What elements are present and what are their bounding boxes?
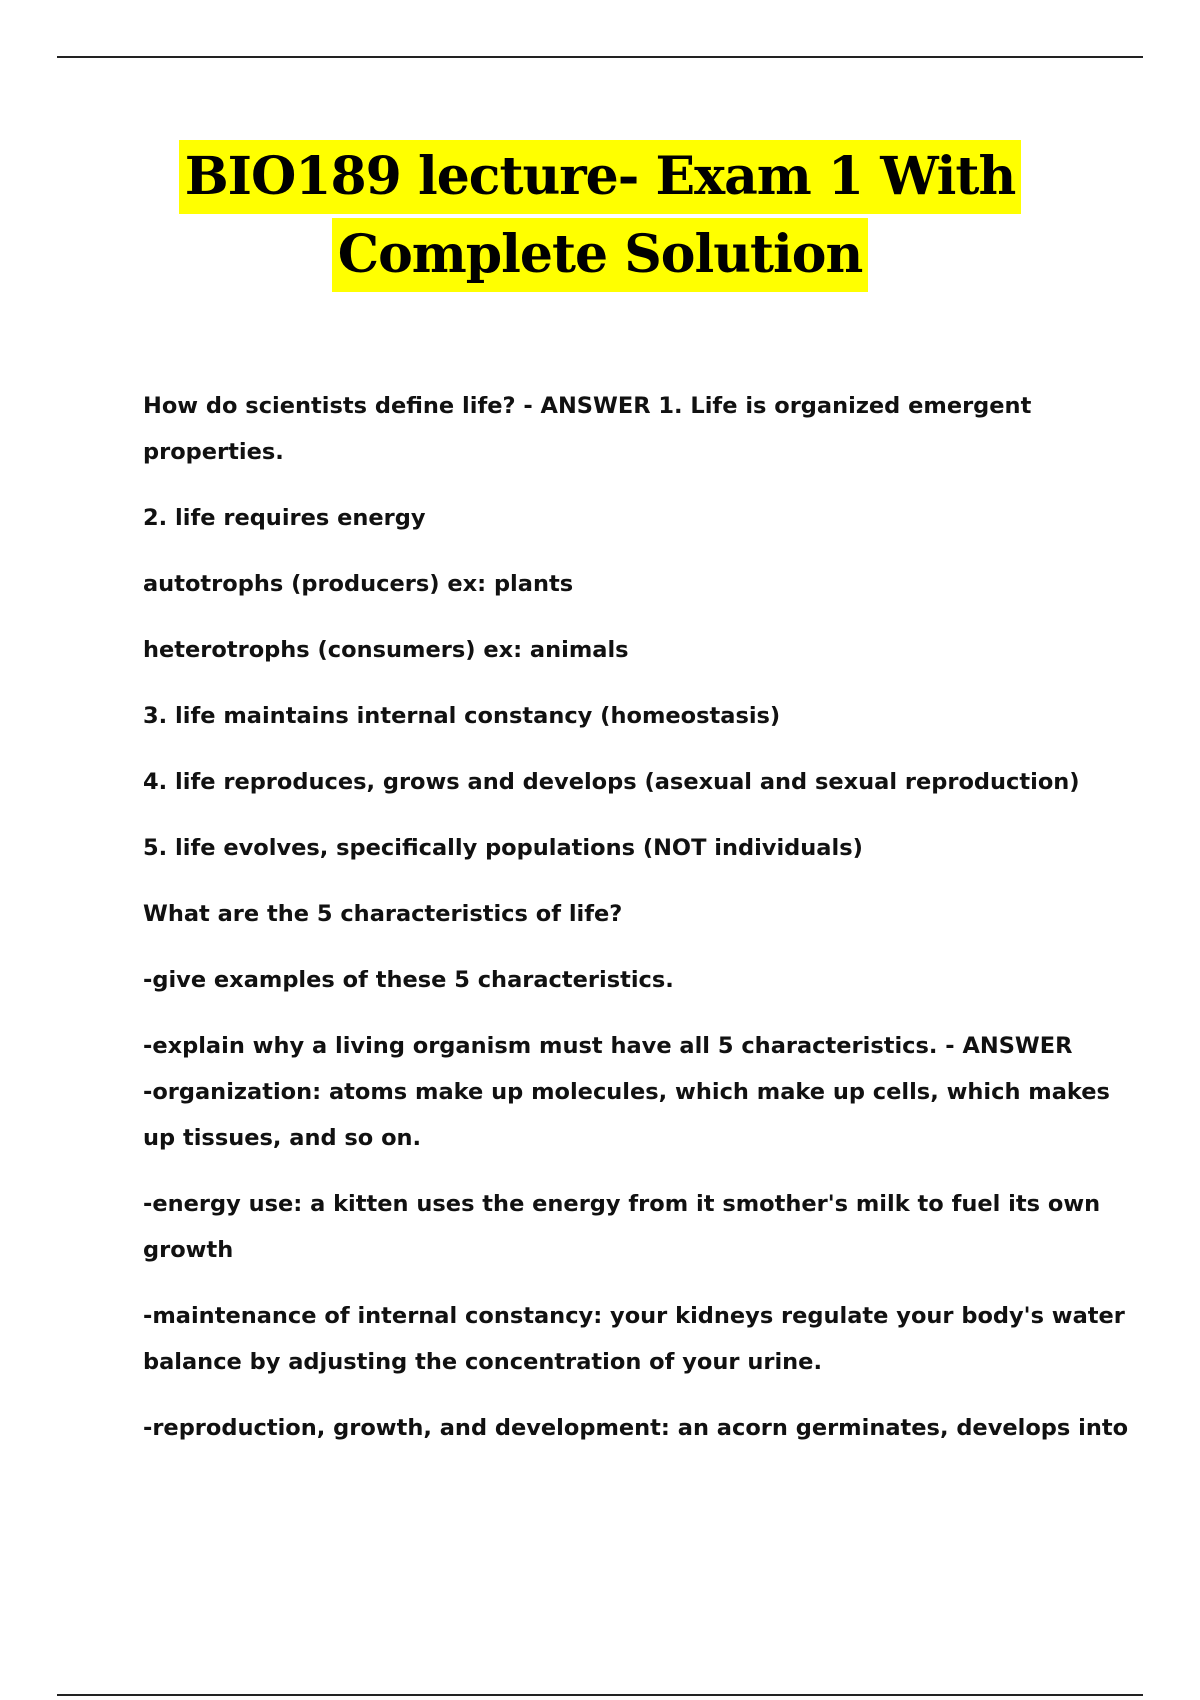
text-line: -give examples of these 5 characteristics. bbox=[143, 967, 674, 993]
text-line: How do scientists define life? - ANSWER 1. Life is organized emergent bbox=[143, 393, 1032, 419]
text-line: up tissues, and so on. bbox=[143, 1125, 422, 1151]
text-line: 2. life requires energy bbox=[143, 505, 426, 531]
paragraph-define-life bbox=[143, 383, 1103, 475]
text-line: -reproduction, growth, and development: an acorn germinates, develops into bbox=[143, 1415, 1129, 1441]
text-line: -organization: atoms make up molecules, which make up cells, which makes bbox=[143, 1079, 1110, 1105]
text-line: -explain why a living organism must have all 5 characteristics. - ANSWER bbox=[143, 1033, 1073, 1059]
bottom-rule bbox=[57, 1694, 1143, 1696]
paragraph-homeostasis bbox=[143, 693, 1103, 739]
paragraph-growth-development bbox=[143, 1405, 1129, 1451]
top-rule bbox=[57, 56, 1143, 58]
title-line-2: Complete Solution bbox=[332, 218, 869, 292]
title-line-1: BIO189 lecture- Exam 1 With bbox=[179, 140, 1022, 214]
paragraph-organization bbox=[143, 1023, 1110, 1161]
text-line: growth bbox=[143, 1237, 234, 1263]
text-line: balance by adjusting the concentration of your urine. bbox=[143, 1349, 822, 1375]
document-title bbox=[0, 140, 1200, 292]
paragraph-heterotrophs bbox=[143, 627, 1103, 673]
paragraph-energy bbox=[143, 495, 1103, 541]
text-line: 4. life reproduces, grows and develops (asexual and sexual reproduction) bbox=[143, 769, 1080, 795]
text-line: properties. bbox=[143, 439, 284, 465]
paragraph-give-examples bbox=[143, 957, 1103, 1003]
paragraph-internal-constancy bbox=[143, 1293, 1125, 1385]
text-line: 3. life maintains internal constancy (homeostasis) bbox=[143, 703, 781, 729]
text-line: 5. life evolves, specifically populations (NOT individuals) bbox=[143, 835, 863, 861]
paragraph-question-characteristics bbox=[143, 891, 1103, 937]
paragraph-autotrophs bbox=[143, 561, 1103, 607]
paragraph-evolution bbox=[143, 825, 1103, 871]
text-line: autotrophs (producers) ex: plants bbox=[143, 571, 574, 597]
paragraph-energy-use bbox=[143, 1181, 1103, 1273]
text-line: heterotrophs (consumers) ex: animals bbox=[143, 637, 629, 663]
text-line: -maintenance of internal constancy: your kidneys regulate your body's water bbox=[143, 1303, 1125, 1329]
document-body bbox=[143, 383, 1129, 1451]
paragraph-reproduction bbox=[143, 759, 1103, 805]
text-line: What are the 5 characteristics of life? bbox=[143, 901, 623, 927]
text-line: -energy use: a kitten uses the energy from it smother's milk to fuel its own bbox=[143, 1191, 1101, 1217]
